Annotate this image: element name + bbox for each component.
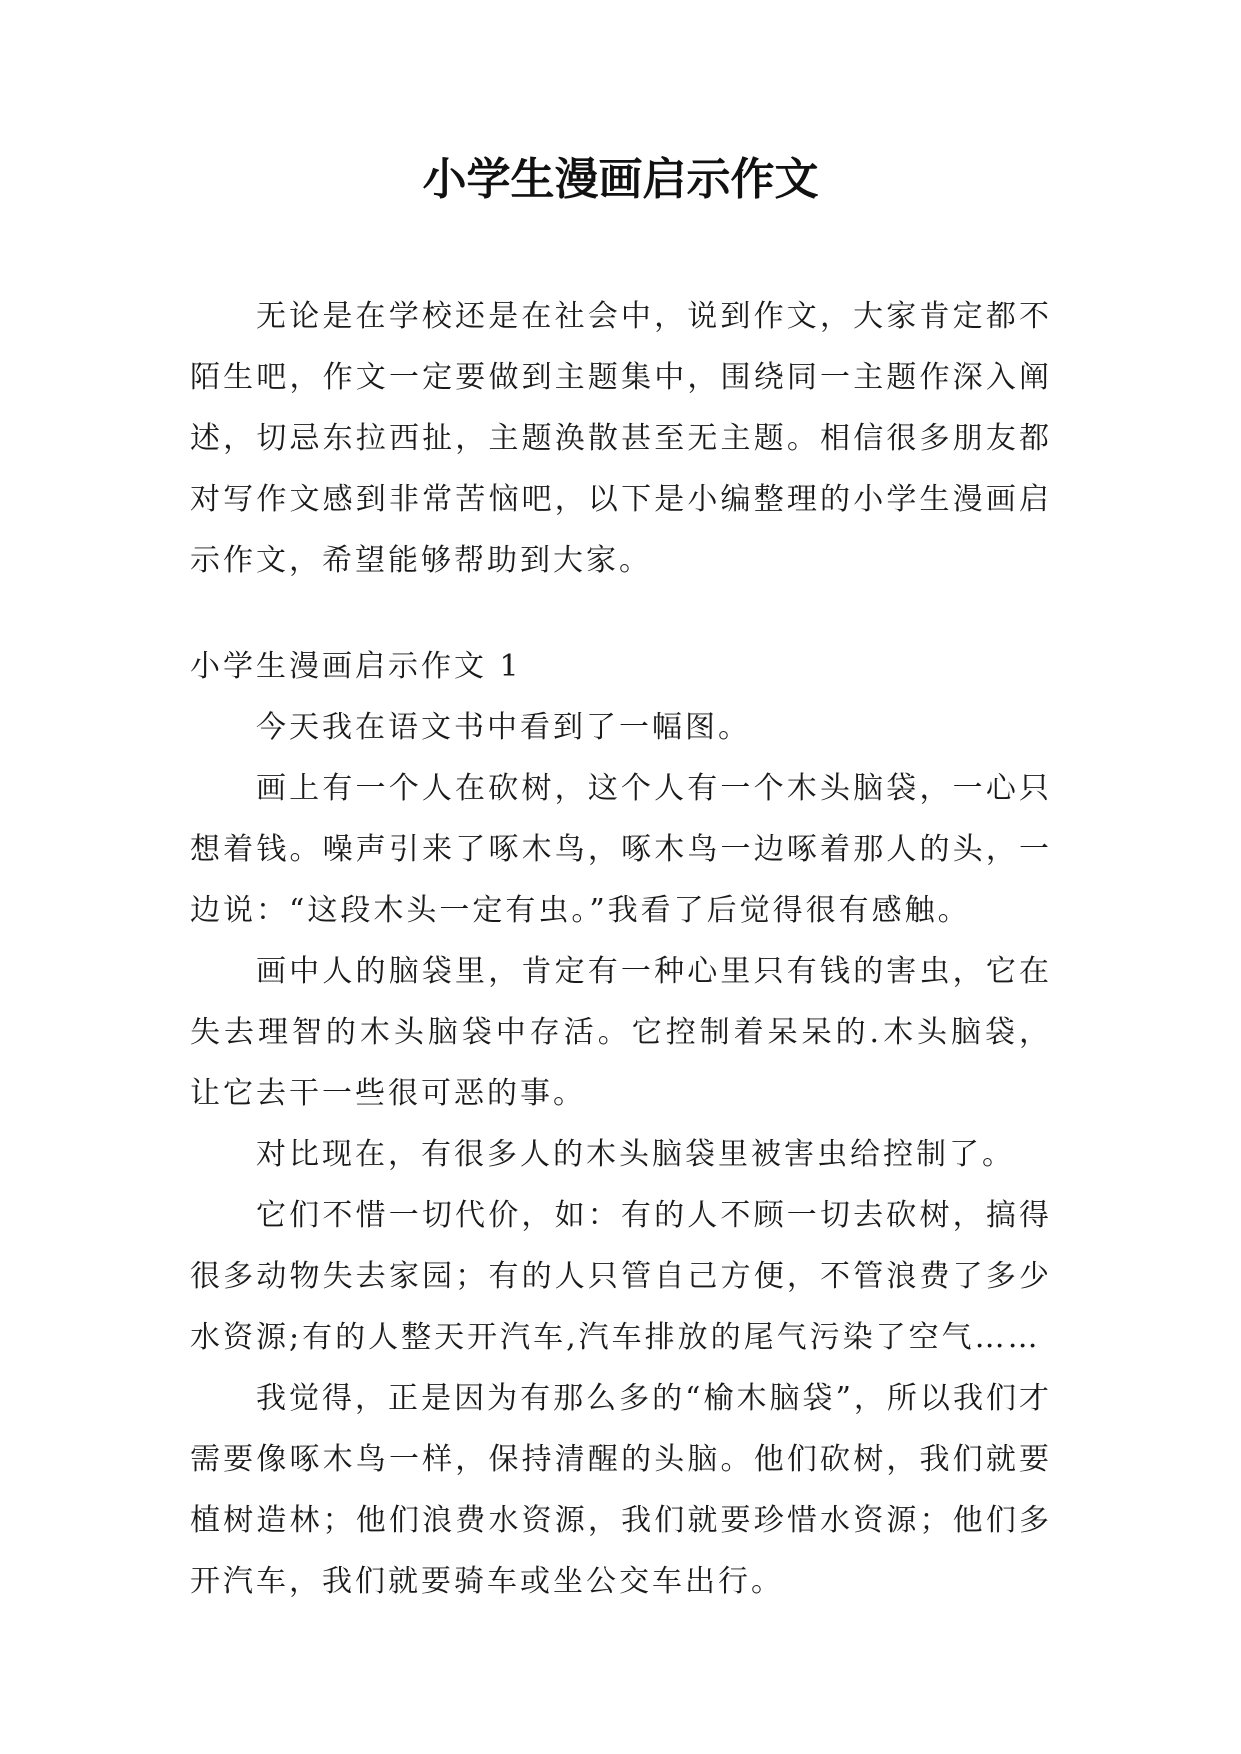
article-paragraph-4: 对比现在，有很多人的木头脑袋里被害虫给控制了。: [256, 1137, 1015, 1172]
article-paragraph-1: 今天我在语文书中看到了一幅图。: [256, 710, 751, 745]
intro-paragraph: 无论是在学校还是在社会中，说到作文，大家肯定都不陌生吧，作文一定要做到主题集中，围绕同一主题作深入阐述，切忌东拉西扯，主题涣散甚至无主题。相信很多朋友都对写作文感到非常苦恼吧，以下是小编整理的小学生漫画启示作文，希望能够帮助到大家。: [190, 299, 1052, 578]
article-paragraph-3: 画中人的脑袋里，肯定有一种心里只有钱的害虫，它在失去理智的木头脑袋中存活。它控制着呆呆的.木头脑袋，让它去干一些很可恶的事。: [190, 954, 1052, 1111]
document-title: 小学生漫画启示作文: [422, 154, 819, 205]
article-paragraph-6: 我觉得，正是因为有那么多的“榆木脑袋”，所以我们才需要像啄木鸟一样，保持清醒的头脑。他们砍树，我们就要植树造林；他们浪费水资源，我们就要珍惜水资源；他们多开汽车，我们就要骑车或坐公交车出行。: [190, 1381, 1052, 1599]
article-block: [190, 636, 1052, 1612]
section-heading: 小学生漫画启示作文 1: [190, 649, 522, 684]
article-paragraph-2: 画上有一个人在砍树，这个人有一个木头脑袋，一心只想着钱。噪声引来了啄木鸟，啄木鸟一边啄着那人的头，一边说：“这段木头一定有虫。”我看了后觉得很有感触。: [190, 771, 1052, 928]
article-paragraph-5: 它们不惜一切代价，如：有的人不顾一切去砍树，搞得很多动物失去家园；有的人只管自己方便，不管浪费了多少水资源;有的人整天开汽车,汽车排放的尾气污染了空气……: [190, 1198, 1052, 1355]
intro-block: [190, 286, 1052, 591]
